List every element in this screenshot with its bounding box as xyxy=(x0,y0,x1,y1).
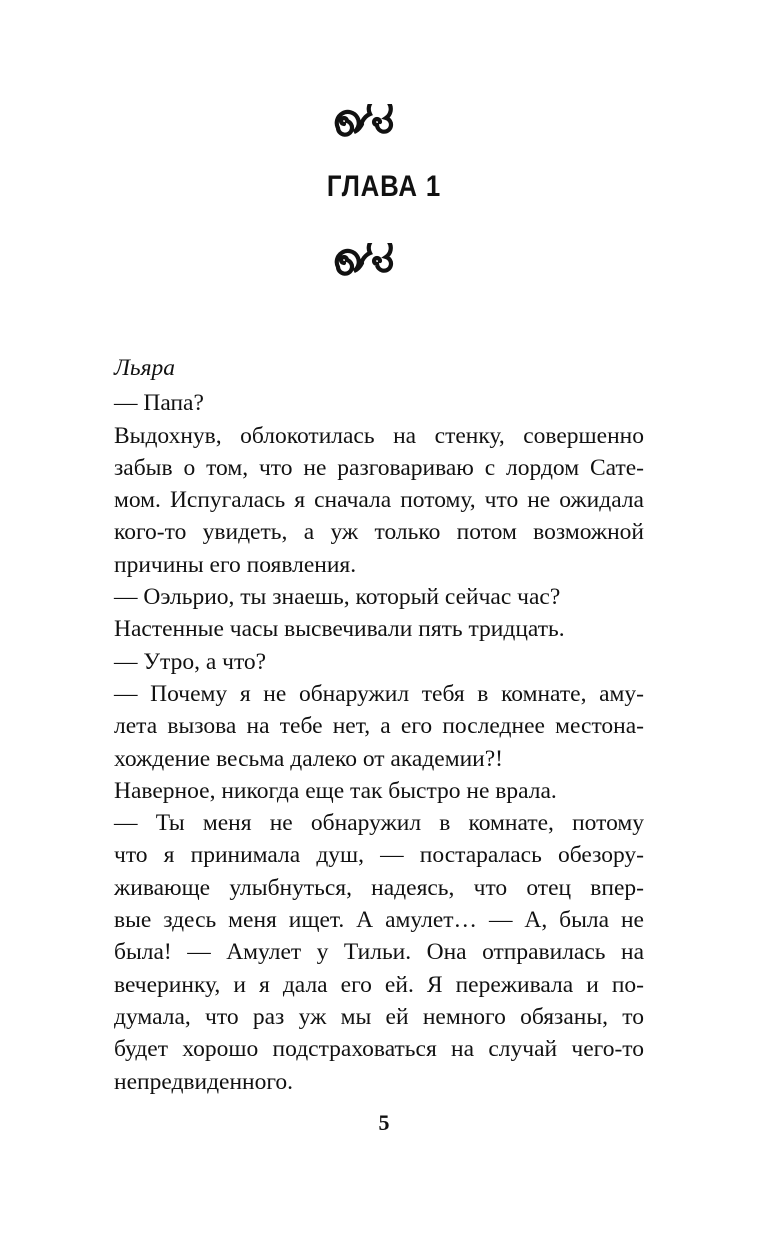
text-line: — Оэльрио, ты знаешь, который сейчас час? xyxy=(114,584,561,611)
text-line: вые здесь меня ищет. А амулет… — А, была не xyxy=(114,907,644,934)
text-line: мом. Испугалась я сначала потому, что не ожидала xyxy=(114,487,644,514)
text-line: вечеринку, и я дала его ей. Я переживала и по- xyxy=(114,971,644,998)
page-number: 5 xyxy=(378,1110,390,1135)
text-line: была! — Амулет у Тильи. Она отправилась на xyxy=(114,939,644,966)
text-line: — Утро, а что? xyxy=(114,648,267,675)
text-line: будет хорошо подстраховаться на случай чего-то xyxy=(114,1036,644,1063)
text-line: хождение весьма далеко от академии?! xyxy=(114,745,504,772)
text-line: Настенные часы высвечивали пять тридцать. xyxy=(114,616,565,643)
paragraph xyxy=(114,420,644,581)
paragraph xyxy=(114,581,644,613)
text-line: Выдохнув, облокотилась на стенку, совершенно xyxy=(114,422,644,449)
text-line: что я принимала душ, — постаралась обезору- xyxy=(114,842,644,869)
paragraph xyxy=(114,613,644,645)
paragraph xyxy=(114,775,644,807)
text-line: — Ты меня не обнаружил в комнате, потому xyxy=(114,810,644,837)
paragraph xyxy=(114,646,644,678)
text-line: кого-то увидеть, а уж только потом возможной xyxy=(114,519,644,546)
text-line: лета вызова на тебе нет, а его последнее местона- xyxy=(114,713,644,740)
text-line: непредвиденного. xyxy=(114,1068,294,1095)
paragraph xyxy=(114,678,644,775)
text-line: — Почему я не обнаружил тебя в комнате, аму- xyxy=(114,680,644,707)
chapter-body xyxy=(114,352,644,1098)
text-line: думала, что раз уж мы ей немного обязаны, то xyxy=(114,1003,644,1030)
paragraph xyxy=(114,387,644,419)
double-spiral-ornament-icon xyxy=(324,243,400,281)
text-line: Наверное, никогда еще так быстро не врала. xyxy=(114,777,557,804)
chapter-title: ГЛАВА 1 xyxy=(326,170,442,203)
text-line: забыв о том, что не разговариваю с лордом Сате- xyxy=(114,454,644,481)
double-spiral-ornament-icon xyxy=(324,104,400,142)
text-line: — Папа? xyxy=(114,390,204,417)
speaker-name: Льяра xyxy=(114,355,176,381)
paragraph xyxy=(114,807,644,1098)
text-line: живающе улыбнуться, надеясь, что отец впер- xyxy=(114,874,644,901)
text-line: причины его появления. xyxy=(114,551,357,578)
